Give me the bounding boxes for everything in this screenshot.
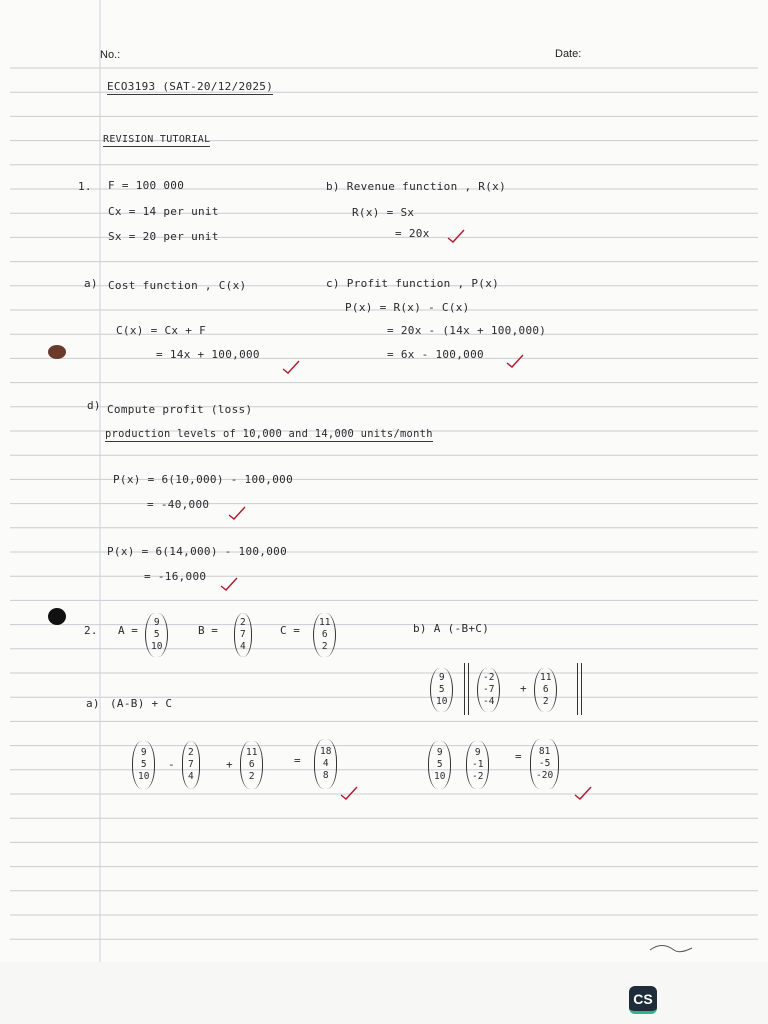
page-title: ECO3193 (SAT-20/12/2025) [107,80,274,93]
no-label: No.: [100,49,121,61]
q1d-calc2-line2: = -16,000 [144,570,207,583]
matrix-a-label: A = [118,624,138,637]
q1-given-cx: Cx = 14 per unit [108,205,219,218]
q1d-calc1-line2: = -40,000 [147,498,210,511]
equals-sign: = [515,750,522,763]
q1c-line2: = 20x - (14x + 100,000) [387,324,547,337]
check-mark-icon [227,505,247,521]
matrix-a: 9 5 10 [145,613,168,657]
q2b-step2-matrix-sum: 9 -1 -2 [466,741,489,789]
q2b-step1-matrix-a: 9 5 10 [430,668,453,712]
q1-given-f: F = 100 000 [108,179,185,192]
matrix-b: 2 7 4 [234,613,252,657]
check-mark-icon [281,359,301,375]
page-curl-mark [648,940,698,958]
q1a-line1: C(x) = Cx + F [116,324,206,337]
matrix-b-label: B = [198,624,218,637]
q1b-line2: = 20x [395,227,430,240]
camscanner-logo-icon: CS [629,986,657,1014]
matrix-c: 11 6 2 [313,613,336,657]
q1d-calc1-line1: P(x) = 6(10,000) - 100,000 [113,473,293,486]
q1d-subheading: production levels of 10,000 and 14,000 units/month [105,428,433,440]
q1d-label: d) [87,399,101,412]
q2b-heading: b) A (-B+C) [413,622,490,635]
q1c-line3: = 6x - 100,000 [387,348,484,361]
equals-sign: = [294,754,301,767]
check-mark-icon [505,353,525,369]
date-label: Date: [555,48,582,60]
check-mark-icon [339,785,359,801]
q2b-result-matrix: 81 -5 -20 [530,739,559,789]
q1a-label: a) [84,277,98,290]
ink-blot [48,608,66,625]
plus-sign: + [226,758,233,771]
q2b-step2-matrix-a: 9 5 10 [428,741,451,789]
page-subtitle: REVISION TUTORIAL [103,134,211,145]
q1c-line1: P(x) = R(x) - C(x) [345,301,470,314]
q1b-heading: b) Revenue function , R(x) [326,180,506,193]
q2b-step1-matrix-c: 11 6 2 [534,668,557,712]
q1a-line2: = 14x + 100,000 [156,348,260,361]
plus-sign: + [520,682,527,695]
q1a-heading: Cost function , C(x) [108,279,247,292]
q1d-calc2-line1: P(x) = 6(14,000) - 100,000 [107,545,287,558]
q1c-heading: c) Profit function , P(x) [326,277,500,290]
q1-given-sx: Sx = 20 per unit [108,230,219,243]
q1d-heading: Compute profit (loss) [107,403,253,416]
q1b-line1: R(x) = Sx [352,206,415,219]
matrix-c-label: C = [280,624,300,637]
ink-blot [48,345,66,359]
q2a-matrix-c: 11 6 2 [240,741,263,789]
q2a-matrix-a: 9 5 10 [132,741,155,789]
q2-number: 2. [84,624,98,637]
q2a-result-matrix: 18 4 8 [314,739,337,789]
q2b-step1-matrix-neg-b: -2 -7 -4 [477,668,500,712]
minus-sign: - [168,758,175,771]
check-mark-icon [219,576,239,592]
q2a-heading: (A-B) + C [110,697,173,710]
q1-number: 1. [78,180,92,193]
check-mark-icon [446,228,466,244]
q2a-label: a) [86,697,100,710]
check-mark-icon [573,785,593,801]
q2a-matrix-b: 2 7 4 [182,741,200,789]
